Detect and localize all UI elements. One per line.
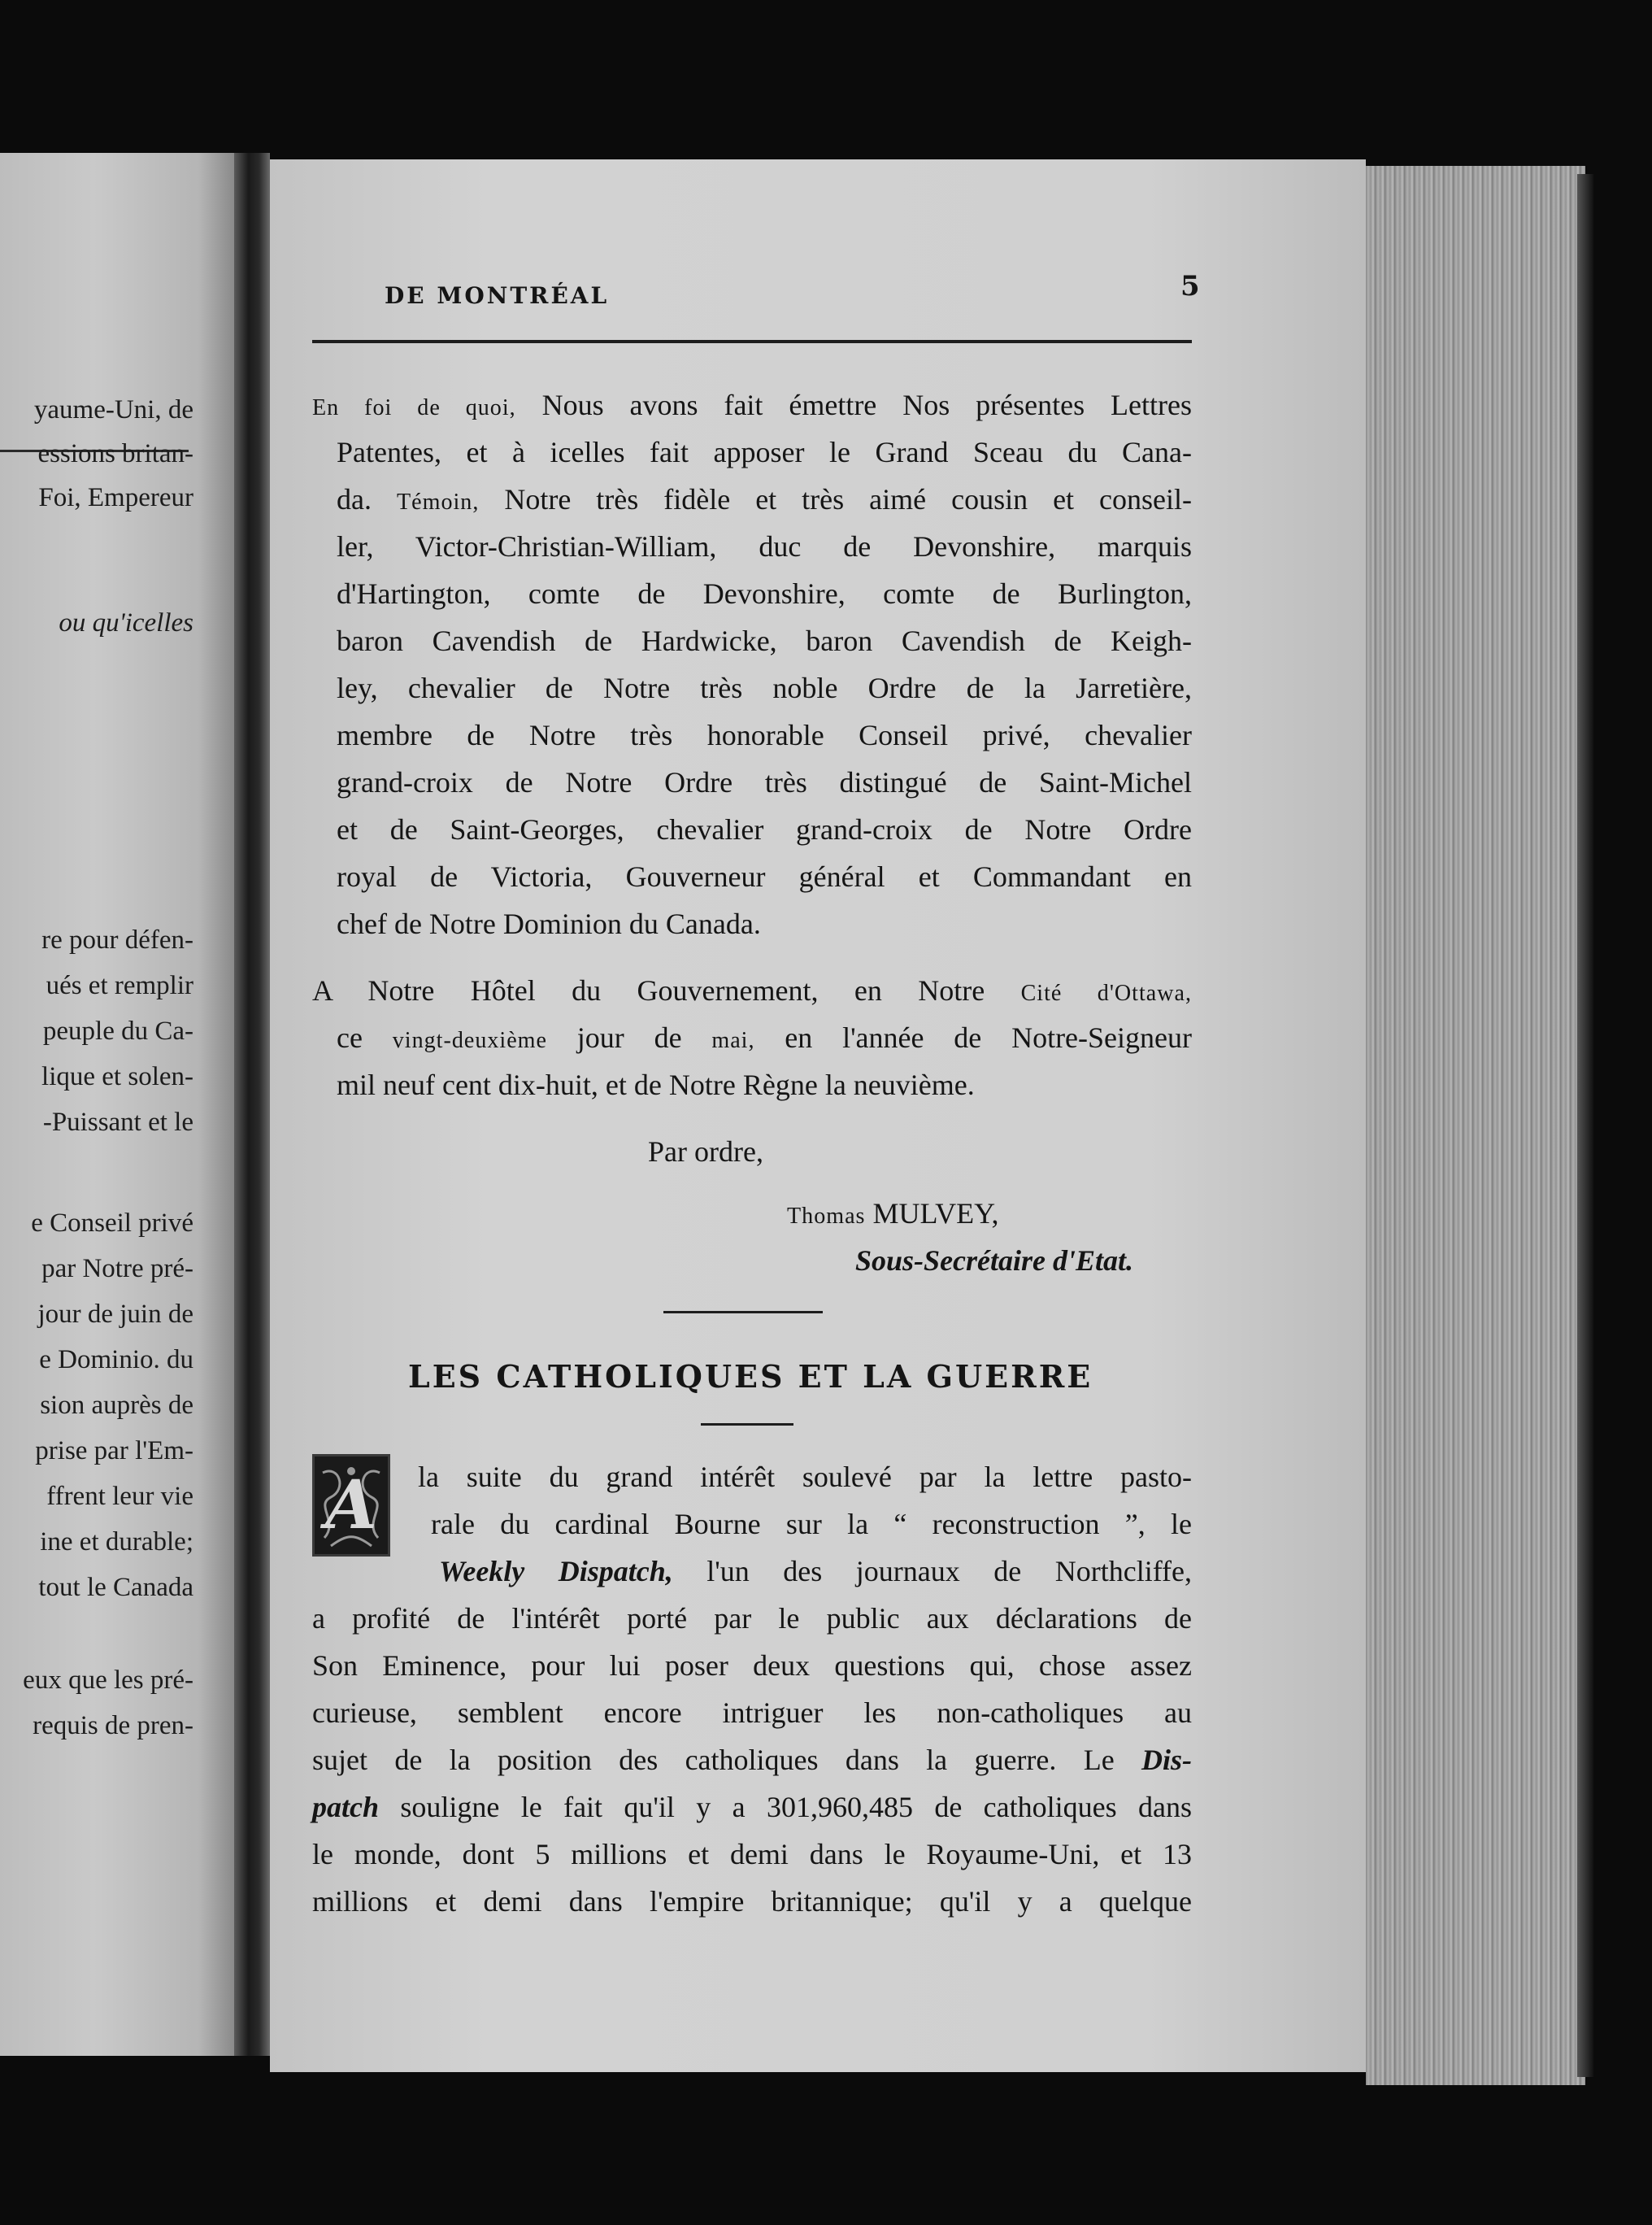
proclamation-line: grand-croix de Notre Ordre très distingué de Saint-Michel — [337, 766, 1192, 799]
par-ordre: Par ordre, — [648, 1135, 763, 1168]
article-title: LES CATHOLIQUES ET LA GUERRE — [408, 1358, 1093, 1395]
date-day: vingt-deuxième — [392, 1028, 547, 1053]
proclamation-line: ler, Victor-Christian-William, duc de Devonshire, marquis — [337, 530, 1192, 563]
proclamation-line: d'Hartington, comte de Devonshire, comte de Burlington, — [337, 577, 1192, 610]
article-line — [312, 1789, 1192, 1825]
left-page-line: eux que les pré- — [23, 1665, 193, 1695]
left-page-line: Foi, Empereur — [38, 483, 193, 512]
cite-d-ottawa: Cité d'Ottawa, — [1020, 981, 1192, 1006]
proclamation-line: mil neuf cent dix-huit, et de Notre Règne la neuvième. — [337, 1069, 975, 1101]
proclamation-line — [312, 973, 1192, 1012]
article-line — [312, 1742, 1192, 1778]
running-head: DE MONTRÉAL — [385, 282, 610, 309]
left-page-line: par Notre pré- — [41, 1254, 193, 1283]
proclamation-line: ley, chevalier de Notre très noble Ordre de la Jarretière, — [337, 672, 1192, 704]
date-month: mai, — [711, 1028, 755, 1053]
left-page-line: lique et solen- — [41, 1062, 193, 1091]
left-page-line: ués et remplir — [46, 971, 193, 1000]
proclamation-line: royal de Victoria, Gouverneur général et Commandant en — [337, 860, 1192, 893]
text-span: Nous avons fait émettre Nos présentes Lettres — [515, 389, 1192, 421]
left-page-line: ffrent leur vie — [46, 1482, 193, 1511]
text-span: da. — [337, 483, 397, 516]
article-line: le monde, dont 5 millions et demi dans le Royaume-Uni, et 13 — [312, 1838, 1192, 1870]
proclamation-line: baron Cavendish de Hardwicke, baron Cavendish de Keigh- — [337, 625, 1192, 657]
left-page-line: ou qu'icelles — [59, 608, 193, 638]
proclamation-line — [337, 481, 1192, 520]
section-separator-rule — [663, 1311, 823, 1313]
proclamation-line: et de Saint-Georges, chevalier grand-croix de Notre Ordre — [337, 813, 1192, 846]
publication-name: patch — [312, 1791, 380, 1823]
text-span: ce — [337, 1021, 393, 1054]
left-page-line: prise par l'Em- — [35, 1436, 193, 1465]
proclamation-line — [312, 387, 1192, 426]
header-rule — [312, 340, 1192, 343]
left-page-line: yaume-Uni, de — [33, 395, 193, 425]
article-line: la suite du grand intérêt soulevé par la lettre pasto- — [418, 1461, 1192, 1493]
left-page-line: sion auprès de — [40, 1391, 193, 1420]
article-line: millions et demi dans l'empire britannique; qu'il y a quelque — [312, 1885, 1192, 1918]
signatory-title: Sous-Secrétaire d'Etat. — [855, 1244, 1134, 1277]
left-page-line: ine et durable; — [40, 1527, 193, 1557]
signatory-first-name: Thomas — [787, 1204, 866, 1229]
signatory-name — [787, 1195, 999, 1234]
proclamation-line — [337, 1020, 1192, 1059]
page-number: 5 — [1180, 270, 1200, 303]
text-span: en l'année de Notre-Seigneur — [754, 1021, 1192, 1054]
left-page-line: tout le Canada — [38, 1573, 193, 1602]
drop-cap-ornament — [312, 1454, 390, 1557]
title-underline-rule — [701, 1423, 793, 1426]
text-span: A Notre Hôtel du Gouvernement, en Notre — [312, 974, 1021, 1007]
left-page-line: peuple du Ca- — [42, 1017, 193, 1046]
left-page-line: e Dominio. du — [39, 1345, 193, 1374]
text-span: l'un des journaux de Northcliffe, — [672, 1555, 1192, 1587]
drop-cap-letter: A — [325, 1466, 377, 1544]
publication-name: Dis- — [1141, 1744, 1192, 1776]
article-line: a profité de l'intérêt porté par le public aux déclarations de — [312, 1602, 1192, 1635]
left-page-line: e Conseil privé — [31, 1208, 193, 1238]
publication-name: Weekly Dispatch, — [439, 1555, 673, 1587]
left-page-line: jour de juin de — [37, 1300, 193, 1329]
proclamation-line: Patentes, et à icelles fait apposer le Grand Sceau du Cana- — [337, 436, 1192, 468]
text-span: jour de — [546, 1021, 712, 1054]
signatory-last-name: MULVEY, — [865, 1197, 999, 1230]
left-page-line: -Puissant et le — [42, 1108, 193, 1137]
article-line: curieuse, semblent encore intriguer les non-catholiques au — [312, 1696, 1192, 1729]
left-page-line: essions britan- — [37, 439, 193, 468]
text-span: Notre très fidèle et très aimé cousin et conseil- — [479, 483, 1193, 516]
text-span: souligne le fait qu'il y a 301,960,485 de catholiques dans — [379, 1791, 1192, 1823]
text-span: sujet de la position des catholiques dans la guerre. Le — [312, 1744, 1141, 1776]
left-page-line: requis de pren- — [33, 1711, 193, 1740]
left-page-line: re pour défen- — [41, 925, 193, 955]
proclamation-line: membre de Notre très honorable Conseil privé, chevalier — [337, 719, 1192, 751]
article-line: rale du cardinal Bourne sur la “ reconstruction ”, le — [431, 1508, 1192, 1540]
temoin: Témoin, — [396, 490, 480, 515]
article-line — [439, 1553, 1192, 1589]
proclamation-line: chef de Notre Dominion du Canada. — [337, 908, 761, 940]
en-foi-de-quoi: En foi de quoi, — [312, 395, 516, 420]
article-line: Son Eminence, pour lui poser deux questions qui, chose assez — [312, 1649, 1192, 1682]
